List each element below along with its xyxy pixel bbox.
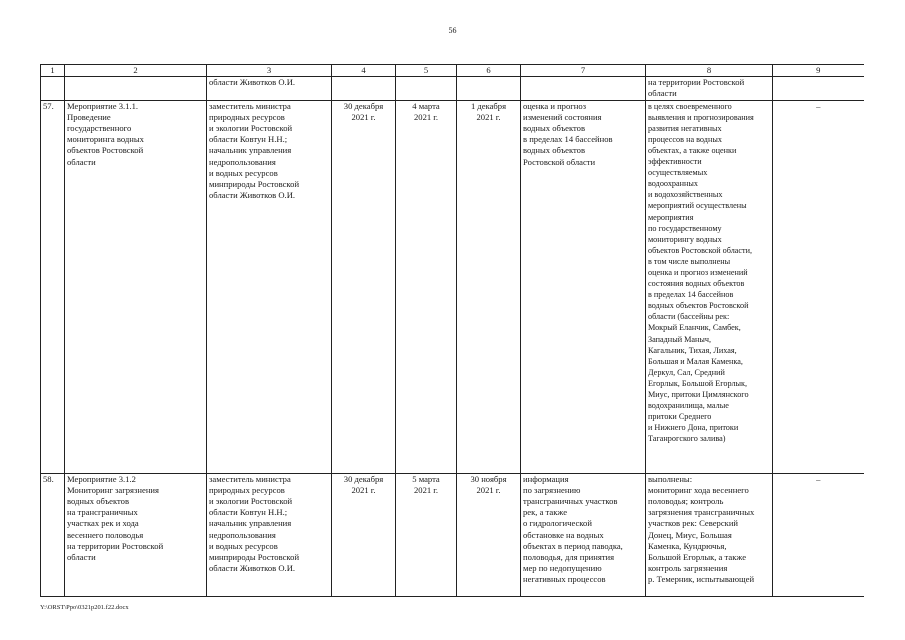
column-header: 6 <box>457 65 521 77</box>
date-plan-cell: 30 декабря 2021 г. <box>332 473 396 596</box>
continuation-result: на территории Ростовской области <box>646 77 773 100</box>
result-plan-cell: информация по загрязнению трансграничных участков рек, а также о гидрологической обстановке на водных объектах в период паводка, половодья, для принятия мер по недопущению негативных процессов <box>521 473 646 596</box>
note-cell: – <box>773 473 864 596</box>
row-number: 58. <box>41 473 65 596</box>
note-cell: – <box>773 100 864 473</box>
column-number-row <box>41 65 864 77</box>
responsible-cell: заместитель министра природных ресурсов и экологии Ростовской области Ковтун Н.Н.; начальник управления недропользования и водных ресурсов минприроды Ростовской области Животков О.И. <box>207 473 332 596</box>
column-header: 3 <box>207 65 332 77</box>
column-header: 8 <box>646 65 773 77</box>
date-control-cell: 1 декабря 2021 г. <box>457 100 521 473</box>
report-table <box>40 64 864 597</box>
continuation-row <box>41 77 864 100</box>
column-header: 1 <box>41 65 65 77</box>
result-fact-cell: в целях своевременного выявления и прогнозирования развития негативных процессов на водных объектах, а также оценки эффективности осуществляемых водоохранных и водохозяйственных мероприятий осуществлены мероприятия по государственному мониторингу водных объектов Ростовской области, в том числе выполнены оценка и прогноз изменений состояния водных объектов в пределах 14 бассейнов водных объектов Ростовской области (бассейны рек: Мокрый Еланчик, Самбек, Западный Маныч, Кагальник, Тихая, Лихая, Большая и Малая Каменка, Деркул, Сал, Средний Егорлык, Большой Егорлык, Миус, притоки Цимлянского водохранилища, малые притоки Среднего и Нижнего Дона, притоки Таганрогского залива) <box>646 100 773 473</box>
continuation-responsible: области Животков О.И. <box>207 77 332 100</box>
table-row <box>41 473 864 596</box>
column-header: 5 <box>396 65 457 77</box>
column-header: 9 <box>773 65 864 77</box>
column-header: 7 <box>521 65 646 77</box>
date-fact-cell: 5 марта 2021 г. <box>396 473 457 596</box>
result-fact-cell: выполнены: мониторинг хода весеннего половодья; контроль загрязнения трансграничных участков рек: Северский Донец, Миус, Большая Каменка, Кундрючья, Большой Егорлык, а также контроль загрязнения р. Темерник, испытывающей <box>646 473 773 596</box>
responsible-cell: заместитель министра природных ресурсов и экологии Ростовской области Ковтун Н.Н.; начальник управления недропользования и водных ресурсов минприроды Ростовской области Животков О.И. <box>207 100 332 473</box>
date-control-cell: 30 ноября 2021 г. <box>457 473 521 596</box>
row-number: 57. <box>41 100 65 473</box>
page-number: 56 <box>448 26 457 35</box>
result-plan-cell: оценка и прогноз изменений состояния водных объектов в пределах 14 бассейнов водных объектов Ростовской области <box>521 100 646 473</box>
column-header: 2 <box>65 65 207 77</box>
date-plan-cell: 30 декабря 2021 г. <box>332 100 396 473</box>
footer-file-path: Y:\ORST\Ppo\0321p201.f22.docx <box>40 604 129 611</box>
date-fact-cell: 4 марта 2021 г. <box>396 100 457 473</box>
event-cell: Мероприятие 3.1.2 Мониторинг загрязнения водных объектов на трансграничных участках рек и хода весеннего половодья на территории Ростовской области <box>65 473 207 596</box>
column-header: 4 <box>332 65 396 77</box>
event-cell: Мероприятие 3.1.1. Проведение государственного мониторинга водных объектов Ростовской области <box>65 100 207 473</box>
table-row <box>41 100 864 473</box>
